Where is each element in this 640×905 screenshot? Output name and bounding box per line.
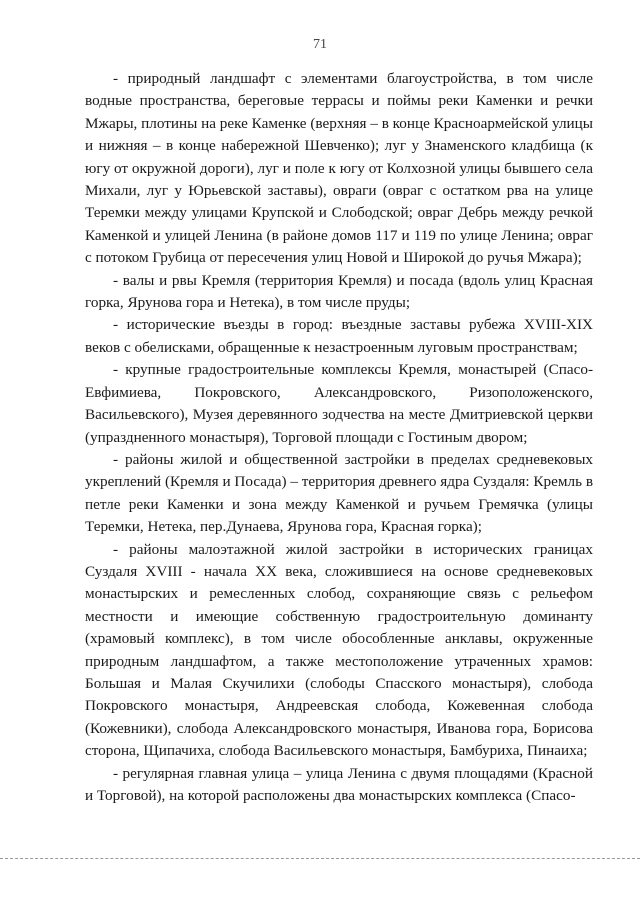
page-number: 71 xyxy=(313,37,327,52)
paragraph-low-rise-districts: - районы малоэтажной жилой застройки в исторических границах Суздаля XVIII - начала XX века, сложившиеся на основе средневековых монастырских и ремесленных слобод, сохраняющие связь с рельефом местности и имеющие собственную градостроительную доминанту (храмовый комплекс), в том числе обособленные анклавы, окруженные природным ландшафтом, а также местоположение утраченных храмов: Большая и Малая Скучилихи (слободы Спасского монастыря), слобода Покровского монастыря, Андреевская слобода, Кожевенная слобода (Кожевники), слобода Александровского монастыря, Иванова гора, Борисова сторона, Щипачиха, слобода Васильевского монастыря, Бамбуриха, Пинаиха; xyxy=(85,540,593,760)
paragraph-residential-districts: - районы жилой и общественной застройки в пределах средневековых укреплений (Кремля и Посада) – территория древнего ядра Суздаля: Кремль в петле реки Каменки и зона между Каменкой и ручьем Гремячка (улицы Теремки, Нетека, пер.Дунаева, Ярунова гора, Красная горка); xyxy=(85,450,593,536)
paragraph-main-street: - регулярная главная улица – улица Ленина с двумя площадями (Красной и Торговой), на которой расположены два монастырских комплекса (Спасо- xyxy=(85,764,593,804)
paragraph-urban-complexes: - крупные градостроительные комплексы Кремля, монастырей (Спасо-Евфимиева, Покровского, Александровского, Ризоположенского, Васильевского), Музея деревянного зодчества на месте Дмитриевской церкви (упраздненного монастыря), Торговой площади с Гостиным двором; xyxy=(85,361,593,446)
paragraph-kremlin-ramparts: - валы и рвы Кремля (территория Кремля) и посада (вдоль улиц Красная горка, Ярунова гора и Нетека), в том числе пруды; xyxy=(85,271,593,312)
document-body xyxy=(85,68,593,807)
paragraph-natural-landscape: - природный ландшафт с элементами благоустройства, в том числе водные пространства, береговые террасы и поймы реки Каменки и речки Мжары, плотины на реке Каменке (верхняя – в конце Красноармейской улицы и нижняя – в конце набережной Шевченко); луг у Знаменского кладбища (к югу от окружной дороги), луг и поле к югу от Колхозной улицы бывшего села Михали, луг у Юрьевской заставы), овраги (овраг с остатком рва на улице Теремки между улицами Крупской и Слободской; овраг Дебрь между речкой Каменкой и улицей Ленина (в районе домов 117 и 119 по улице Ленина; овраг с потоком Грубица от пересечения улиц Новой и Широкой до ручья Мжара); xyxy=(85,70,594,267)
paragraph-historic-entrances: - исторические въезды в город: въездные заставы рубежа XVIII-XIX веков с обелисками, обращенные к незастроенным луговым пространствам; xyxy=(85,316,593,356)
page-bottom-rule xyxy=(0,858,640,859)
